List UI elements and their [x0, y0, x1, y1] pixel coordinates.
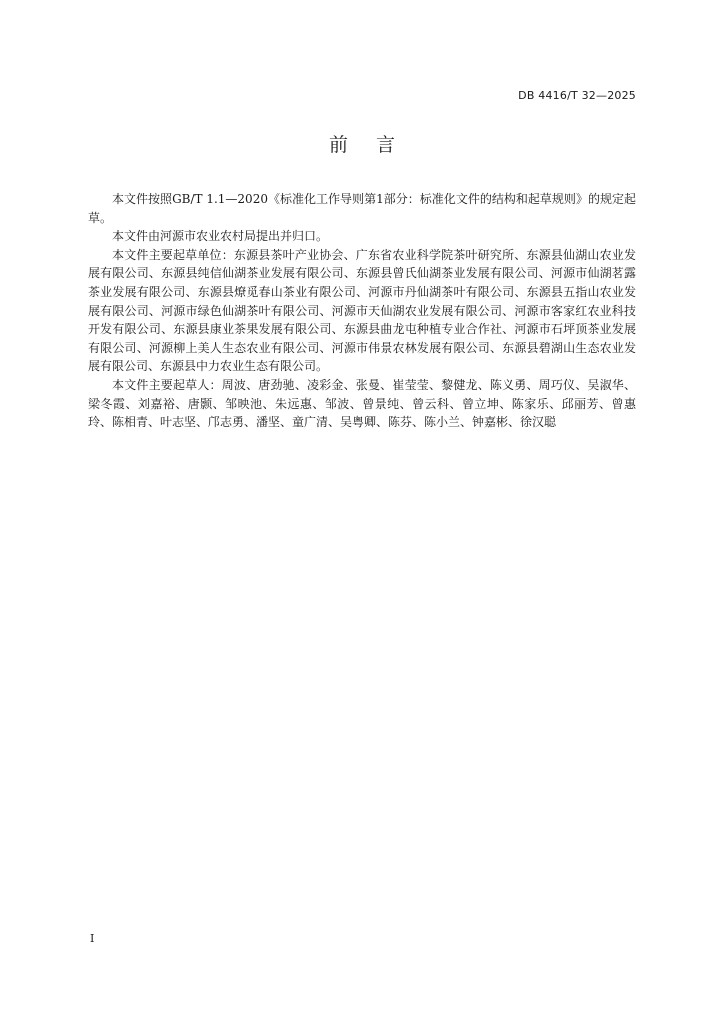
paragraph-drafters: 本文件主要起草人：周波、唐劲驰、凌彩金、张曼、崔莹莹、黎健龙、陈义勇、周巧仪、吴淑华、梁冬霞、刘嘉裕、唐颢、邹映池、朱远惠、邹波、曾景纯、曾云科、曾立坤、陈家乐、邱丽芳、曾惠玲、陈相青、叶志坚、邝志勇、潘坚、童广清、吴粤卿、陈芬、陈小兰、钟嘉彬、徐汉聪 [88, 377, 636, 430]
paragraph-drafting-units: 本文件主要起草单位：东源县茶叶产业协会、广东省农业科学院茶叶研究所、东源县仙湖山农业发展有限公司、东源县纯信仙湖茶业发展有限公司、东源县曾氏仙湖茶业发展有限公司、河源市仙湖茗露茶业发展有限公司、东源县燎觅春山茶业有限公司、河源市丹仙湖茶叶有限公司、东源县五指山农业发展有限公司、河源市绿色仙湖茶叶有限公司、河源市天仙湖农业发展有限公司、河源市客家红农业科技开发有限公司、东源县康业茶果发展有限公司、东源县曲龙屯种植专业合作社、河源市石坪顶茶业发展有限公司、河源柳上美人生态农业有限公司、河源市伟景农林发展有限公司、东源县碧湖山生态农业发展有限公司、东源县中力农业生态有限公司。 [88, 247, 636, 374]
page-number: I [90, 932, 95, 945]
preface-body [88, 190, 636, 432]
paragraph-proposer: 本文件由河源市农业农村局提出并归口。 [112, 229, 329, 244]
paragraph-drafting-rules: 本文件按照GB/T 1.1—2020《标准化工作导则第1部分：标准化文件的结构和起草规则》的规定起草。 [88, 192, 636, 225]
page-title: 前言 [328, 134, 423, 156]
document-code: DB 4416/T 32—2025 [518, 89, 636, 102]
